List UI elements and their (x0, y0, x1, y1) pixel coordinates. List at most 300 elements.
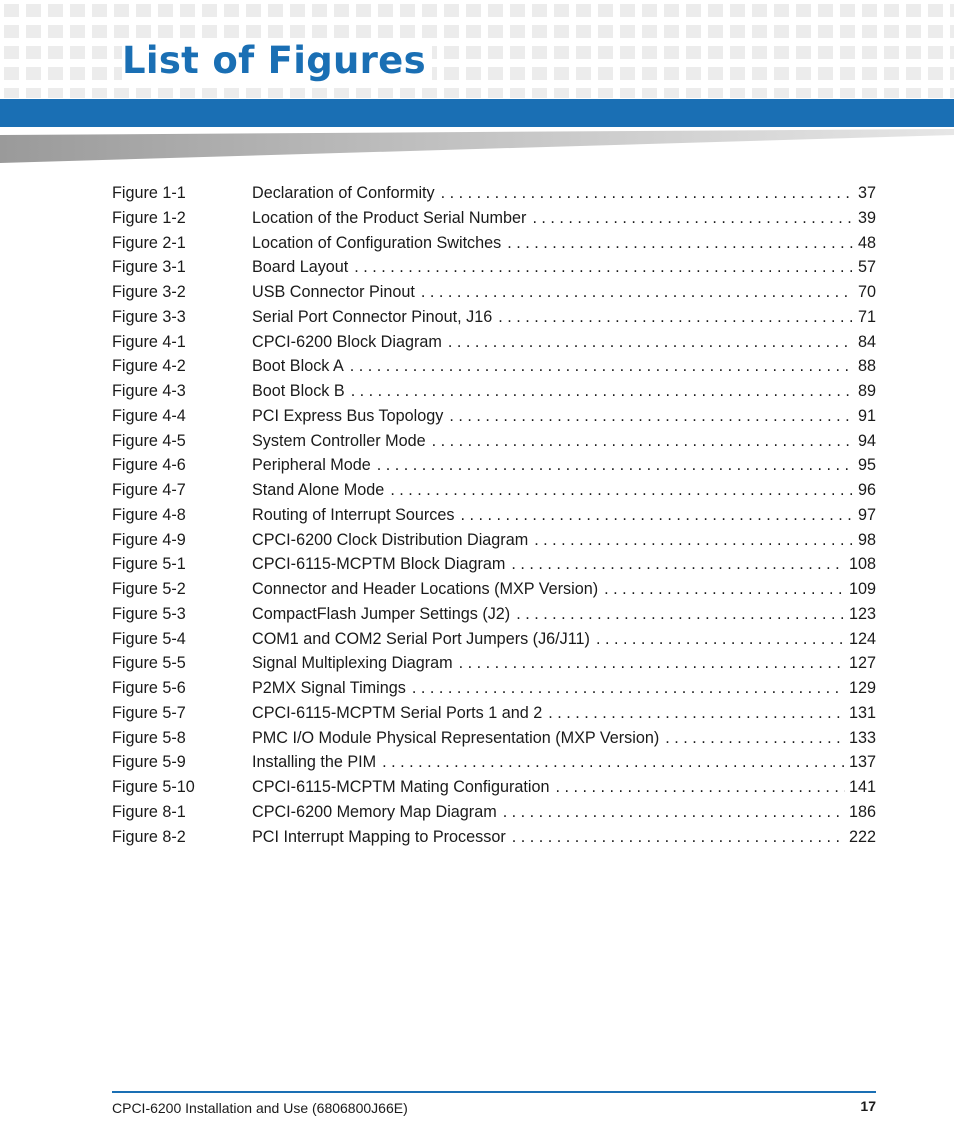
figure-title: USB Connector Pinout (252, 283, 415, 301)
pattern-square (136, 4, 151, 17)
figure-page-number: 88 (857, 357, 876, 376)
figure-number: Figure 5-9 (112, 753, 186, 772)
figure-number: Figure 3-3 (112, 307, 186, 326)
figure-title: PMC I/O Module Physical Representation (MXP Version) (252, 728, 660, 747)
pattern-square (532, 25, 547, 38)
figure-entry[interactable] (112, 729, 876, 754)
pattern-square (686, 46, 701, 59)
figure-page-number: 127 (848, 654, 876, 673)
figure-page-number: 108 (848, 555, 876, 574)
dot-leader (507, 234, 854, 253)
figure-page-number: 94 (857, 431, 876, 450)
pattern-square (180, 25, 195, 38)
figure-page-number: 141 (848, 778, 876, 796)
figure-title: CompactFlash Jumper Settings (J2) (252, 604, 511, 623)
dot-leader (377, 456, 854, 475)
pattern-square (862, 4, 877, 17)
pattern-square (554, 88, 569, 98)
dot-leader (532, 209, 854, 228)
pattern-square (488, 88, 503, 98)
figure-number: Figure 5-5 (112, 654, 186, 673)
pattern-square (686, 88, 701, 98)
figure-page-number: 89 (857, 382, 876, 400)
pattern-square (796, 25, 811, 38)
figure-entry[interactable] (112, 605, 876, 630)
pattern-square (444, 4, 459, 17)
dot-leader (449, 407, 854, 426)
pattern-square (92, 46, 107, 59)
figure-title: Serial Port Connector Pinout, J16 (252, 307, 493, 326)
pattern-square (70, 25, 85, 38)
figure-entry[interactable] (112, 382, 876, 407)
pattern-square (950, 46, 954, 59)
figure-title: CPCI-6200 Clock Distribution Diagram (252, 530, 529, 549)
dot-leader (382, 753, 845, 772)
pattern-square (290, 88, 305, 98)
dot-leader (596, 630, 845, 649)
pattern-square (554, 4, 569, 17)
figure-page-number: 95 (857, 456, 876, 475)
grey-band-graphic (0, 129, 954, 163)
figure-number: Figure 5-1 (112, 555, 186, 574)
figure-entry[interactable] (112, 803, 876, 828)
figure-title: Stand Alone Mode (252, 481, 385, 499)
pattern-square (818, 88, 833, 98)
pattern-square (752, 67, 767, 80)
pattern-square (400, 4, 415, 17)
header-blue-band (0, 99, 954, 127)
pattern-square (730, 67, 745, 80)
pattern-square (642, 88, 657, 98)
figure-page-number: 186 (848, 802, 876, 821)
pattern-square (906, 88, 921, 98)
figure-number: Figure 5-2 (112, 580, 186, 598)
pattern-square (378, 88, 393, 98)
pattern-square (928, 25, 943, 38)
pattern-square (268, 25, 283, 38)
figure-title: CPCI-6115-MCPTM Block Diagram (252, 555, 506, 574)
pattern-square (928, 4, 943, 17)
figure-entry[interactable] (112, 531, 876, 556)
pattern-square (136, 88, 151, 98)
pattern-square (774, 88, 789, 98)
pattern-square (180, 4, 195, 17)
pattern-square (950, 67, 954, 80)
pattern-square (48, 88, 63, 98)
pattern-square (884, 67, 899, 80)
pattern-square (136, 25, 151, 38)
figure-page-number: 131 (848, 703, 876, 722)
pattern-square (906, 4, 921, 17)
figure-page-number: 109 (848, 580, 876, 598)
figure-entry[interactable] (112, 481, 876, 506)
pattern-square (532, 67, 547, 80)
pattern-square (796, 67, 811, 80)
figure-title: Board Layout (252, 258, 349, 277)
figure-page-number: 96 (857, 481, 876, 499)
pattern-square (92, 4, 107, 17)
pattern-square (224, 88, 239, 98)
pattern-square (312, 25, 327, 38)
figure-page-number: 98 (857, 530, 876, 549)
pattern-square (642, 46, 657, 59)
pattern-square (708, 25, 723, 38)
figure-number: Figure 3-1 (112, 258, 186, 277)
figure-title: CPCI-6115-MCPTM Serial Ports 1 and 2 (252, 703, 543, 722)
figure-entry[interactable] (112, 580, 876, 605)
pattern-square (576, 4, 591, 17)
pattern-square (4, 46, 19, 59)
pattern-square (378, 25, 393, 38)
figure-number: Figure 5-8 (112, 728, 186, 747)
pattern-square (532, 4, 547, 17)
pattern-square (312, 88, 327, 98)
figure-number: Figure 8-1 (112, 802, 186, 821)
pattern-square (334, 88, 349, 98)
figure-page-number: 123 (848, 604, 876, 623)
figure-entry[interactable] (112, 432, 876, 457)
pattern-square (400, 88, 415, 98)
pattern-square (70, 46, 85, 59)
figure-title: PCI Express Bus Topology (252, 406, 444, 425)
pattern-square (488, 46, 503, 59)
pattern-square (950, 25, 954, 38)
dot-leader (441, 184, 854, 203)
figure-entry[interactable] (112, 333, 876, 358)
figure-title: COM1 and COM2 Serial Port Jumpers (J6/J11) (252, 629, 590, 648)
dot-leader (511, 555, 845, 574)
pattern-square (620, 46, 635, 59)
pattern-square (4, 67, 19, 80)
dot-leader (665, 729, 845, 748)
figure-entry[interactable] (112, 778, 876, 803)
figure-entry[interactable] (112, 555, 876, 580)
pattern-square (840, 67, 855, 80)
pattern-square (26, 46, 41, 59)
pattern-square (576, 67, 591, 80)
figure-entry[interactable] (112, 654, 876, 679)
figure-page-number: 129 (848, 679, 876, 697)
pattern-square (422, 25, 437, 38)
figure-title: Declaration of Conformity (252, 184, 435, 202)
pattern-square (158, 88, 173, 98)
list-of-figures (112, 184, 876, 852)
pattern-square (48, 67, 63, 80)
figure-number: Figure 4-2 (112, 357, 186, 376)
pattern-square (774, 25, 789, 38)
pattern-square (752, 46, 767, 59)
pattern-square (510, 4, 525, 17)
dot-leader (548, 704, 845, 723)
pattern-square (246, 25, 261, 38)
pattern-square (708, 4, 723, 17)
pattern-square (730, 88, 745, 98)
figure-page-number: 48 (857, 233, 876, 252)
pattern-square (532, 46, 547, 59)
figure-number: Figure 5-6 (112, 679, 186, 697)
figure-title: Connector and Header Locations (MXP Version) (252, 580, 599, 598)
figure-title: Routing of Interrupt Sources (252, 505, 455, 524)
figure-entry[interactable] (112, 630, 876, 655)
figure-page-number: 84 (857, 332, 876, 351)
figure-number: Figure 5-10 (112, 778, 195, 796)
pattern-square (70, 88, 85, 98)
figure-number: Figure 4-4 (112, 406, 186, 425)
pattern-square (818, 46, 833, 59)
pattern-square (818, 67, 833, 80)
pattern-square (708, 46, 723, 59)
pattern-square (224, 4, 239, 17)
pattern-square (554, 67, 569, 80)
footer-page-number: 17 (860, 1098, 876, 1114)
pattern-square (928, 67, 943, 80)
pattern-square (334, 25, 349, 38)
figure-entry[interactable] (112, 679, 876, 704)
pattern-square (598, 46, 613, 59)
pattern-square (422, 4, 437, 17)
pattern-square (884, 25, 899, 38)
figure-entry[interactable] (112, 753, 876, 778)
figure-page-number: 133 (848, 728, 876, 747)
figure-page-number: 91 (857, 406, 876, 425)
figure-entry[interactable] (112, 704, 876, 729)
pattern-square (4, 25, 19, 38)
pattern-square (950, 4, 954, 17)
pattern-square (290, 25, 305, 38)
figure-title: Peripheral Mode (252, 456, 371, 475)
figure-number: Figure 5-3 (112, 604, 186, 623)
figure-entry[interactable] (112, 283, 876, 308)
pattern-square (598, 88, 613, 98)
figure-entry[interactable] (112, 506, 876, 531)
dot-leader (412, 679, 845, 698)
pattern-square (664, 46, 679, 59)
pattern-square (708, 88, 723, 98)
pattern-square (202, 25, 217, 38)
pattern-square (906, 67, 921, 80)
pattern-square (862, 46, 877, 59)
pattern-square (224, 25, 239, 38)
pattern-square (400, 25, 415, 38)
figure-page-number: 222 (848, 827, 876, 846)
footer-rule (112, 1091, 876, 1093)
dot-leader (516, 605, 845, 624)
pattern-square (48, 46, 63, 59)
pattern-square (686, 4, 701, 17)
pattern-square (554, 25, 569, 38)
pattern-square (466, 88, 481, 98)
footer-document-title: CPCI-6200 Installation and Use (6806800J66E) (112, 1100, 408, 1116)
pattern-square (576, 25, 591, 38)
pattern-square (840, 4, 855, 17)
dot-leader (432, 432, 854, 451)
dot-leader (350, 357, 854, 376)
dot-leader (390, 481, 854, 500)
pattern-square (246, 88, 261, 98)
pattern-square (26, 88, 41, 98)
figure-number: Figure 5-7 (112, 703, 186, 722)
figure-number: Figure 4-6 (112, 456, 186, 475)
pattern-square (114, 4, 129, 17)
pattern-square (268, 4, 283, 17)
figure-entry[interactable] (112, 357, 876, 382)
pattern-square (268, 88, 283, 98)
figure-number: Figure 4-8 (112, 505, 186, 524)
figure-number: Figure 4-5 (112, 431, 186, 450)
pattern-square (70, 4, 85, 17)
pattern-square (664, 67, 679, 80)
pattern-square (642, 4, 657, 17)
pattern-square (444, 25, 459, 38)
figure-page-number: 37 (857, 184, 876, 202)
pattern-square (26, 4, 41, 17)
figure-title: CPCI-6115-MCPTM Mating Configuration (252, 778, 550, 796)
pattern-square (444, 67, 459, 80)
figure-page-number: 97 (857, 505, 876, 524)
pattern-square (906, 25, 921, 38)
figure-entry[interactable] (112, 407, 876, 432)
pattern-square (686, 67, 701, 80)
dot-leader (448, 333, 854, 352)
figure-number: Figure 8-2 (112, 827, 186, 846)
pattern-square (884, 4, 899, 17)
pattern-square (92, 25, 107, 38)
figure-title: System Controller Mode (252, 431, 426, 450)
pattern-square (664, 4, 679, 17)
pattern-square (510, 46, 525, 59)
pattern-square (246, 4, 261, 17)
pattern-square (356, 25, 371, 38)
pattern-square (422, 88, 437, 98)
pattern-square (510, 25, 525, 38)
pattern-square (114, 88, 129, 98)
pattern-square (642, 67, 657, 80)
pattern-square (774, 46, 789, 59)
figure-title: Location of the Product Serial Number (252, 208, 527, 227)
figure-title: Location of Configuration Switches (252, 233, 502, 252)
figure-entry[interactable] (112, 209, 876, 234)
pattern-square (202, 4, 217, 17)
pattern-square (26, 67, 41, 80)
pattern-square (466, 67, 481, 80)
figure-entry[interactable] (112, 308, 876, 333)
pattern-square (532, 88, 547, 98)
pattern-square (488, 4, 503, 17)
pattern-square (92, 88, 107, 98)
figure-title: Boot Block A (252, 357, 344, 376)
figure-entry[interactable] (112, 456, 876, 481)
pattern-square (752, 25, 767, 38)
pattern-square (796, 4, 811, 17)
dot-leader (460, 506, 854, 525)
pattern-square (862, 88, 877, 98)
figure-entry[interactable] (112, 258, 876, 283)
pattern-square (70, 67, 85, 80)
pattern-square (466, 25, 481, 38)
pattern-square (290, 4, 305, 17)
pattern-square (312, 4, 327, 17)
pattern-square (488, 25, 503, 38)
pattern-square (158, 25, 173, 38)
pattern-square (4, 88, 19, 98)
dot-leader (604, 580, 845, 599)
pattern-square (796, 46, 811, 59)
pattern-square (488, 67, 503, 80)
pattern-square (620, 25, 635, 38)
figure-number: Figure 5-4 (112, 629, 186, 648)
pattern-square (620, 67, 635, 80)
pattern-square (466, 4, 481, 17)
pattern-square (752, 4, 767, 17)
figure-page-number: 70 (857, 283, 876, 301)
figure-page-number: 39 (857, 208, 876, 227)
pattern-square (928, 46, 943, 59)
pattern-square (906, 46, 921, 59)
pattern-square (884, 46, 899, 59)
figure-title: Boot Block B (252, 382, 345, 400)
pattern-square (730, 46, 745, 59)
figure-number: Figure 4-3 (112, 382, 186, 400)
pattern-square (554, 46, 569, 59)
pattern-square (950, 88, 954, 98)
figure-entry[interactable] (112, 828, 876, 853)
pattern-square (202, 88, 217, 98)
pattern-square (378, 4, 393, 17)
figure-number: Figure 1-2 (112, 208, 186, 227)
pattern-square (356, 4, 371, 17)
pattern-square (642, 25, 657, 38)
pattern-square (862, 67, 877, 80)
page-title: List of Figures (122, 38, 432, 84)
dot-leader (459, 654, 845, 673)
pattern-square (730, 25, 745, 38)
figure-title: CPCI-6200 Block Diagram (252, 332, 442, 351)
pattern-square (884, 88, 899, 98)
pattern-square (26, 25, 41, 38)
figure-number: Figure 4-7 (112, 481, 186, 499)
pattern-square (48, 25, 63, 38)
pattern-square (774, 4, 789, 17)
pattern-square (730, 4, 745, 17)
figure-page-number: 71 (857, 307, 876, 326)
dot-leader (555, 778, 845, 797)
pattern-square (510, 88, 525, 98)
dot-leader (421, 283, 854, 302)
pattern-square (466, 46, 481, 59)
figure-entry[interactable] (112, 184, 876, 209)
pattern-square (356, 88, 371, 98)
pattern-square (708, 67, 723, 80)
figure-entry[interactable] (112, 234, 876, 259)
pattern-square (796, 88, 811, 98)
figure-page-number: 137 (848, 753, 876, 772)
pattern-square (4, 4, 19, 17)
figure-title: PCI Interrupt Mapping to Processor (252, 827, 506, 846)
figure-title: Signal Multiplexing Diagram (252, 654, 453, 673)
dot-leader (498, 308, 854, 327)
pattern-square (664, 88, 679, 98)
figure-title: Installing the PIM (252, 753, 377, 772)
pattern-square (598, 4, 613, 17)
pattern-square (774, 67, 789, 80)
pattern-square (114, 25, 129, 38)
dot-leader (354, 258, 854, 277)
dot-leader (512, 828, 845, 847)
pattern-square (664, 25, 679, 38)
figure-number: Figure 1-1 (112, 184, 186, 202)
pattern-square (444, 46, 459, 59)
pattern-square (444, 88, 459, 98)
